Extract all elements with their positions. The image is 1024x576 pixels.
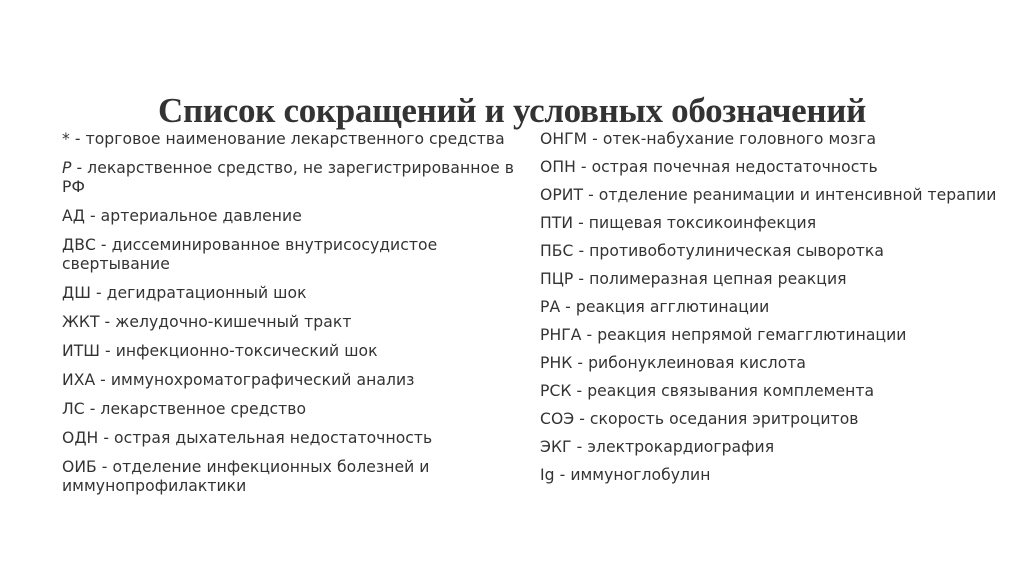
- definition: отделение инфекционных болезней и иммунопрофилактики: [62, 458, 430, 495]
- separator: -: [573, 214, 589, 232]
- list-item: [62, 371, 517, 390]
- separator: -: [573, 270, 590, 288]
- abbreviation: *: [62, 130, 70, 148]
- list-item: [62, 313, 517, 332]
- separator: -: [560, 298, 576, 316]
- definition: реакция агглютинации: [575, 298, 770, 316]
- separator: -: [571, 382, 588, 400]
- abbreviation: ОНГМ: [540, 130, 588, 148]
- list-item: [540, 158, 1000, 177]
- definition: иммунохроматографический анализ: [110, 371, 415, 389]
- abbreviation: РНК: [540, 354, 573, 372]
- separator: -: [69, 130, 86, 148]
- list-item: [540, 438, 1000, 457]
- separator: -: [95, 371, 111, 389]
- separator: -: [95, 236, 112, 254]
- separator: -: [99, 313, 116, 331]
- separator: -: [572, 354, 589, 372]
- list-item: [62, 159, 517, 197]
- definition: отек-набухание головного мозга: [602, 130, 877, 148]
- list-item: [540, 130, 1000, 149]
- separator: -: [581, 326, 598, 344]
- list-item: [540, 410, 1000, 429]
- abbreviation: ОДН: [62, 429, 99, 447]
- slide-title: Список сокращений и условных обозначений: [158, 91, 866, 131]
- list-item: [540, 354, 1000, 373]
- definition: торговое наименование лекарственного средства: [85, 130, 505, 148]
- definition: дегидратационный шок: [106, 284, 307, 302]
- list-item: [62, 342, 517, 361]
- abbreviation: Р: [62, 159, 72, 177]
- list-item: [540, 326, 1000, 345]
- definition: лекарственное средство, не зарегистрированное в РФ: [62, 159, 514, 196]
- separator: -: [98, 429, 115, 447]
- separator: -: [71, 159, 88, 177]
- abbreviation: ДВС: [62, 236, 96, 254]
- definition: диссеминированное внутрисосудистое свертывание: [62, 236, 438, 273]
- abbreviation: Ig: [540, 466, 555, 484]
- list-item: [62, 130, 517, 149]
- abbreviation-list-right: [540, 130, 1000, 494]
- abbreviation: ПЦР: [540, 270, 574, 288]
- separator: -: [100, 342, 116, 360]
- list-item: [540, 298, 1000, 317]
- separator: -: [573, 242, 590, 260]
- definition: скорость оседания эритроцитов: [589, 410, 859, 428]
- definition: инфекционно-токсический шок: [115, 342, 378, 360]
- separator: -: [571, 438, 588, 456]
- abbreviation: ДШ: [62, 284, 91, 302]
- definition: желудочно-кишечный тракт: [115, 313, 352, 331]
- abbreviation: ПБС: [540, 242, 574, 260]
- abbreviation: ОПН: [540, 158, 576, 176]
- definition: противоботулиническая сыворотка: [589, 242, 885, 260]
- list-item: [540, 466, 1000, 485]
- definition: электрокардиография: [587, 438, 775, 456]
- abbreviation: ЭКГ: [540, 438, 572, 456]
- abbreviation: АД: [62, 207, 85, 225]
- abbreviation: ИТШ: [62, 342, 101, 360]
- definition: лекарственное средство: [100, 400, 307, 418]
- list-item: [62, 458, 517, 496]
- definition: острая почечная недостаточность: [591, 158, 878, 176]
- definition: острая дыхательная недостаточность: [114, 429, 433, 447]
- list-item: [540, 382, 1000, 401]
- abbreviation: ОИБ: [62, 458, 97, 476]
- definition: артериальное давление: [100, 207, 302, 225]
- list-item: [540, 186, 1000, 205]
- list-item: [62, 400, 517, 419]
- abbreviation: РНГА: [540, 326, 582, 344]
- list-item: [62, 236, 517, 274]
- separator: -: [574, 410, 590, 428]
- separator: -: [575, 158, 592, 176]
- abbreviation-list-left: [62, 130, 517, 506]
- list-item: [62, 284, 517, 303]
- separator: -: [84, 207, 101, 225]
- list-item: [540, 214, 1000, 233]
- separator: -: [96, 458, 113, 476]
- abbreviation: ЛС: [62, 400, 85, 418]
- definition: реакция связывания комплемента: [587, 382, 875, 400]
- definition: рибонуклеиновая кислота: [588, 354, 807, 372]
- abbreviation: РСК: [540, 382, 572, 400]
- abbreviation: ОРИТ: [540, 186, 584, 204]
- list-item: [540, 242, 1000, 261]
- definition: полимеразная цепная реакция: [589, 270, 847, 288]
- abbreviation: ЖКТ: [62, 313, 100, 331]
- separator: -: [587, 130, 603, 148]
- separator: -: [90, 284, 107, 302]
- list-item: [62, 207, 517, 226]
- separator: -: [583, 186, 599, 204]
- definition: иммуноглобулин: [570, 466, 711, 484]
- abbreviation: ПТИ: [540, 214, 574, 232]
- definition: отделение реанимации и интенсивной терапии: [598, 186, 997, 204]
- list-item: [540, 270, 1000, 289]
- separator: -: [554, 466, 571, 484]
- abbreviation: СОЭ: [540, 410, 575, 428]
- definition: пищевая токсикоинфекция: [588, 214, 817, 232]
- abbreviation: РА: [540, 298, 561, 316]
- abbreviation: ИХА: [62, 371, 96, 389]
- definition: реакция непрямой гемагглютинации: [597, 326, 907, 344]
- separator: -: [84, 400, 101, 418]
- list-item: [62, 429, 517, 448]
